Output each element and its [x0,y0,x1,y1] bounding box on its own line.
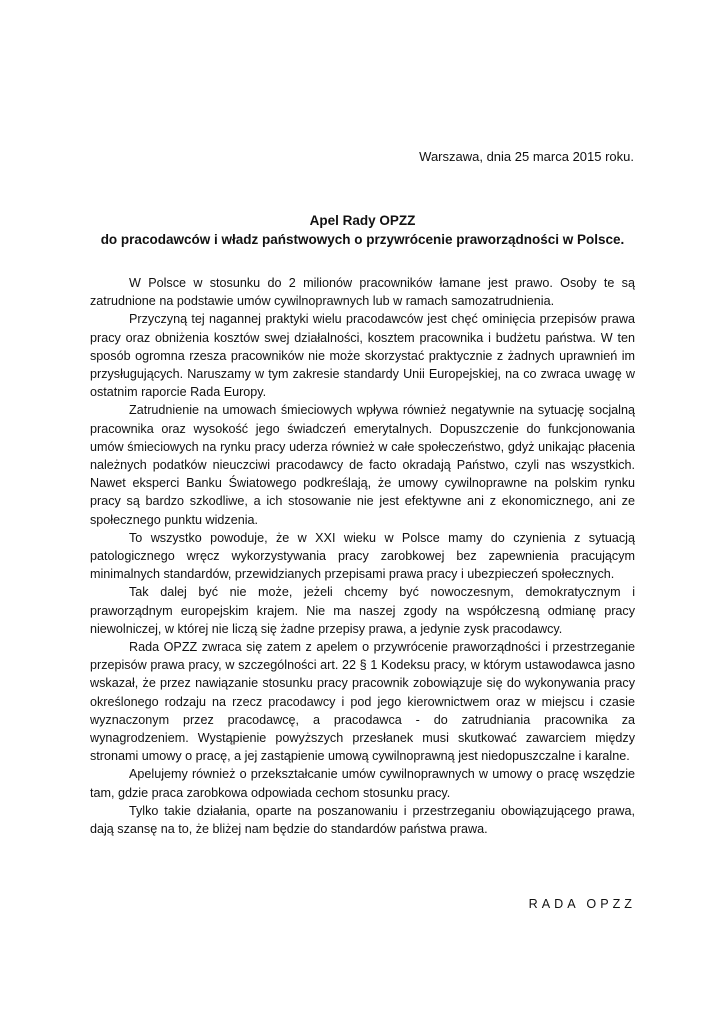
signature: RADA OPZZ [528,897,636,911]
paragraph-6: Rada OPZZ zwraca się zatem z apelem o przywrócenie praworządności i przestrzeganie przepisów prawa pracy, w szczególności art. 22 § 1 Kodeksu pracy, w którym ustawodawca jasno wskazał, że przez nawiązanie stosunku pracy pracownik zobowiązuje się do wykonywania pracy określonego rodzaju na rzecz pracodawcy i pod jego kierownictwem oraz w miejscu i czasie wyznaczonym przez pracodawcę, a pracodawca - do zatrudniania pracownika za wynagrodzeniem. Wystąpienie powyższych przesłanek musi skutkować zawarciem między stronami umowy o pracę, a jej zastąpienie umową cywilnoprawną jest niedopuszczalne i karalne. [90,640,635,764]
title-line-1: Apel Rady OPZZ [309,213,416,228]
document-body [90,274,635,838]
paragraph-1: W Polsce w stosunku do 2 milionów pracowników łamane jest prawo. Osoby te są zatrudnione na podstawie umów cywilnoprawnych lub w ramach samozatrudnienia. [90,276,635,309]
paragraph-7: Apelujemy również o przekształcanie umów cywilnoprawnych w umowy o pracę wszędzie tam, gdzie praca zarobkowa odpowiada cechom stosunku pracy. [90,767,635,800]
paragraph-8: Tylko takie działania, oparte na poszanowaniu i przestrzeganiu obowiązującego prawa, dają szansę na to, że bliżej nam będzie do standardów państwa prawa. [90,803,635,837]
title-line-2: do pracodawców i władz państwowych o przywrócenie praworządności w Polsce. [100,232,625,247]
paragraph-4: To wszystko powoduje, że w XXI wieku w Polsce mamy do czynienia z sytuacją patologicznego wręcz wykorzystywania pracy zarobkowej bez zapewnienia pracującym minimalnych standardów, przewidzianych przepisami prawa pracy i ubezpieczeń społecznych. [90,530,635,582]
date-line: Warszawa, dnia 25 marca 2015 roku. [419,149,634,164]
paragraph-2: Przyczyną tej nagannej praktyki wielu pracodawców jest chęć ominięcia przepisów prawa pracy oraz obniżenia kosztów swej działalności, kosztem pracownika i budżetu państwa. W ten sposób ogromna rzesza pracowników nie może skorzystać praktycznie z żadnych uprawnień im przysługujących. Naruszamy w tym zakresie standardy Unii Europejskiej, na co zwraca uwagę w ostatnim raporcie Rada Europy. [90,312,635,400]
paragraph-3: Zatrudnienie na umowach śmieciowych wpływa również negatywnie na sytuację socjalną pracownika oraz wysokość jego świadczeń emerytalnych. Dopuszczenie do funkcjonowania umów śmieciowych na rynku pracy uderza również w całe społeczeństwo, gdyż unikając płacenia należnych podatków nieuczciwi pracodawcy de facto okradają Państwo, czyli nas wszystkich. Nawet eksperci Banku Światowego podkreślają, że umowy cywilnoprawne na polskim rynku pracy są bardzo szkodliwe, a ich stosowanie nie jest efektywne ani z ekonomicznego, ani ze społecznego punktu widzenia. [90,403,635,527]
document-title [90,211,635,249]
paragraph-5: Tak dalej być nie może, jeżeli chcemy być nowoczesnym, demokratycznym i praworządnym europejskim krajem. Nie ma naszej zgody na współczesną odmianę pracy niewolniczej, w której nie liczą się żadne przepisy prawa, a jedynie zysk pracodawcy. [90,585,635,636]
